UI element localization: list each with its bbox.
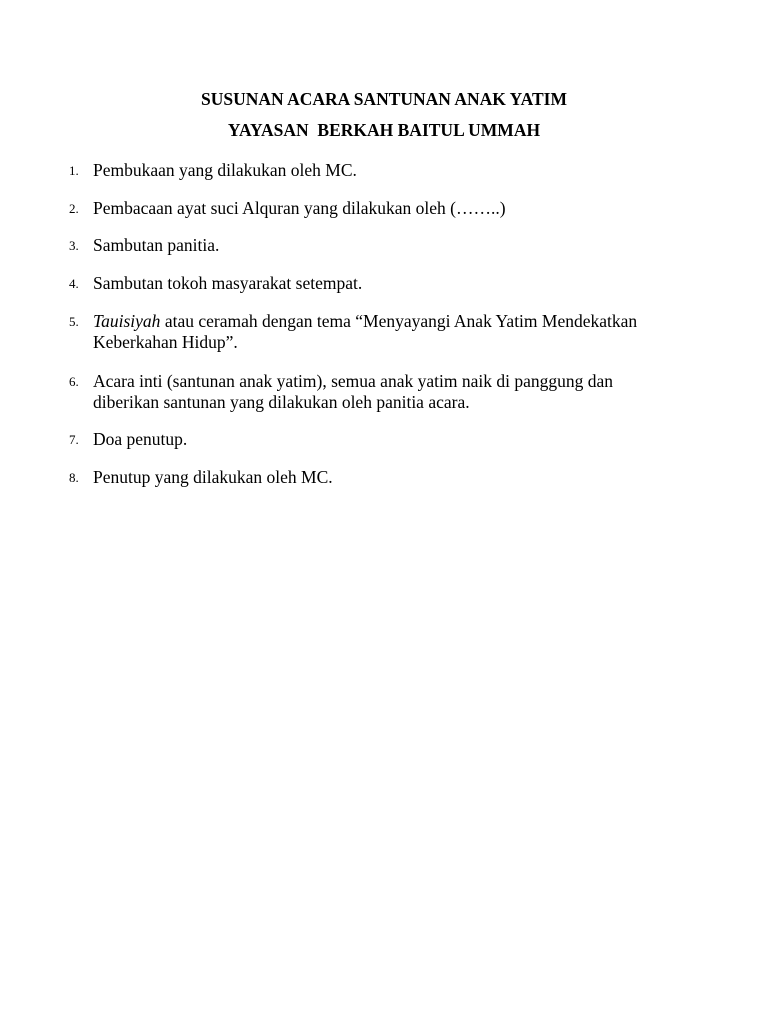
item-text: Acara inti (santunan anak yatim), semua anak yatim naik di panggung dan diberikan santunan yang dilakukan oleh panitia acara. [93,371,613,412]
item-number: 5. [69,314,79,329]
item-text [93,311,693,353]
item-text: Pembukaan yang dilakukan oleh MC. [93,160,357,180]
item-number: 8. [69,470,79,485]
document-title: SUSUNAN ACARA SANTUNAN ANAK YATIM [201,89,567,109]
item-italic-term: Tauisiyah [93,311,161,331]
item-text: Doa penutup. [93,429,188,449]
item-text: Penutup yang dilakukan oleh MC. [93,467,333,487]
item-number: 4. [69,276,79,291]
item-text-rest: atau ceramah dengan tema “Menyayangi Anak Yatim Mendekatkan Keberkahan Hidup”. [93,311,638,352]
item-text: Sambutan panitia. [93,235,220,255]
item-number: 3. [69,238,79,253]
item-number: 7. [69,432,79,447]
item-number: 1. [69,163,79,178]
item-number: 6. [69,374,79,389]
item-text: Pembacaan ayat suci Alquran yang dilakukan oleh (……..) [93,198,506,218]
document-subtitle: YAYASAN BERKAH BAITUL UMMAH [227,120,541,140]
item-text: Sambutan tokoh masyarakat setempat. [93,273,363,293]
item-number: 2. [69,201,79,216]
